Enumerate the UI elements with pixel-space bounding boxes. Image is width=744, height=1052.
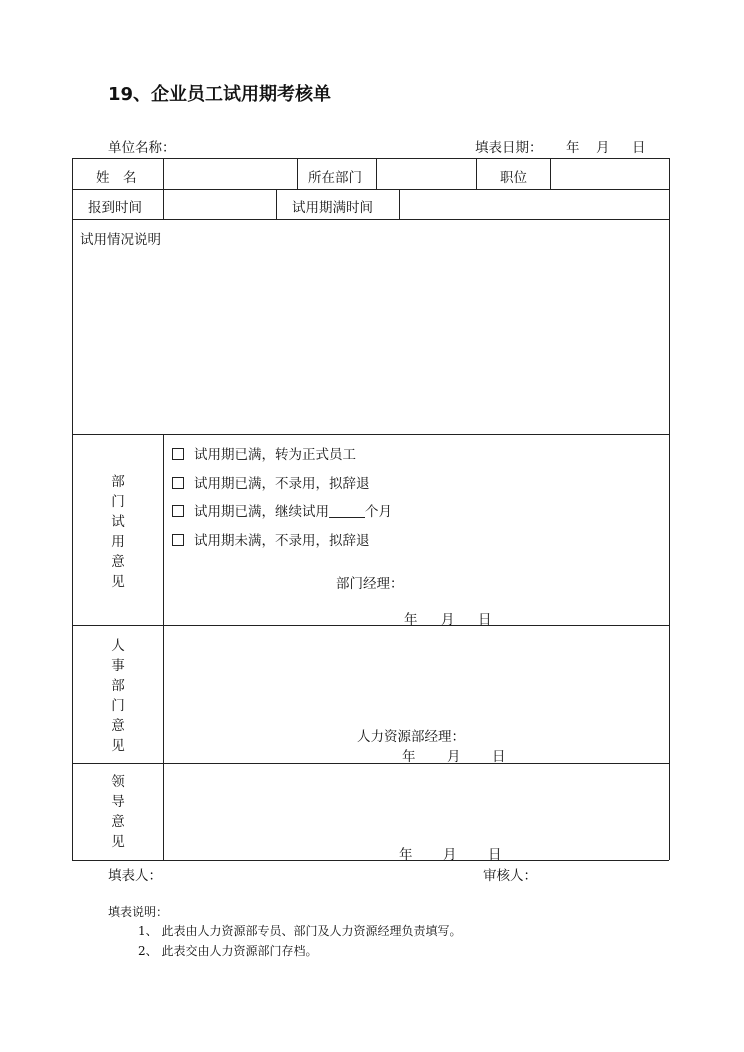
checkbox[interactable] [172,448,184,460]
filler-label: 填表人： [108,868,162,884]
table-row-divider [72,219,669,220]
table-col-divider [476,158,477,189]
hr-opinion-label: 人 事 部 门 意 见 [111,638,125,754]
table-border-left [72,158,73,860]
dept-date-month: 月 [441,612,455,628]
hr-manager-label: 人力资源部经理： [357,729,465,745]
probation-description-field[interactable] [80,250,665,430]
name-field[interactable] [166,160,295,187]
probation-end-field[interactable] [402,191,667,217]
page-title: 19、企业员工试用期考核单 [108,84,332,105]
department-label: 所在部门 [308,170,362,186]
table-row-divider [72,625,669,626]
table-col-divider [376,158,377,189]
notes-heading: 填表说明： [108,905,169,919]
hr-date-day: 日 [492,749,506,765]
table-col-divider [163,158,164,189]
note-item: 2、 此表交由人力资源部门存档。 [138,944,318,958]
extend-months-blank[interactable] [329,505,365,518]
checkbox[interactable] [172,534,184,546]
table-border-top [72,158,669,159]
report-time-label: 报到时间 [88,200,142,216]
table-border-right [669,158,670,860]
reviewer-label: 审核人： [483,868,537,884]
checkbox[interactable] [172,477,184,489]
table-row-divider [72,434,669,435]
leader-date-month: 月 [443,847,457,863]
department-manager-label: 部门经理： [336,576,404,592]
unit-name-label: 单位名称： [108,140,176,156]
note-item: 1、 此表由人力资源部专员、部门及人力资源经理负责填写。 [138,924,462,938]
table-col-divider [297,158,298,189]
report-time-field[interactable] [166,191,274,217]
table-border-bottom [72,860,669,861]
department-field[interactable] [379,160,474,187]
option-extend-probation[interactable]: 试用期已满，继续试用 个月 [172,500,392,520]
table-col-divider [550,158,551,189]
table-col-divider [163,434,164,860]
leader-date-day: 日 [488,847,502,863]
table-col-divider [276,189,277,219]
fill-date-month: 月 [596,140,610,156]
fill-date-label: 填表日期： [475,140,543,156]
option-convert-regular[interactable]: 试用期已满，转为正式员工 [172,443,356,463]
checkbox[interactable] [172,505,184,517]
position-field[interactable] [553,160,667,187]
fill-date-day: 日 [632,140,646,156]
probation-description-label: 试用情况说明 [80,232,161,248]
table-row-divider [72,189,669,190]
fill-date-year: 年 [566,140,580,156]
position-label: 职位 [500,170,527,186]
leader-date-year: 年 [399,847,413,863]
table-col-divider [399,189,400,219]
leader-opinion-label: 领 导 意 见 [111,774,125,850]
dept-date-day: 日 [478,612,492,628]
name-label: 姓 名 [96,170,137,186]
hr-date-month: 月 [447,749,461,765]
table-row-divider [72,763,669,764]
department-opinion-label: 部 门 试 用 意 见 [111,474,125,590]
hr-date-year: 年 [402,749,416,765]
option-not-complete-dismiss[interactable]: 试用期未满，不录用，拟辞退 [172,529,370,549]
option-reject-dismiss[interactable]: 试用期已满，不录用，拟辞退 [172,472,370,492]
dept-date-year: 年 [404,612,418,628]
probation-end-label: 试用期满时间 [292,200,373,216]
table-col-divider [163,189,164,219]
